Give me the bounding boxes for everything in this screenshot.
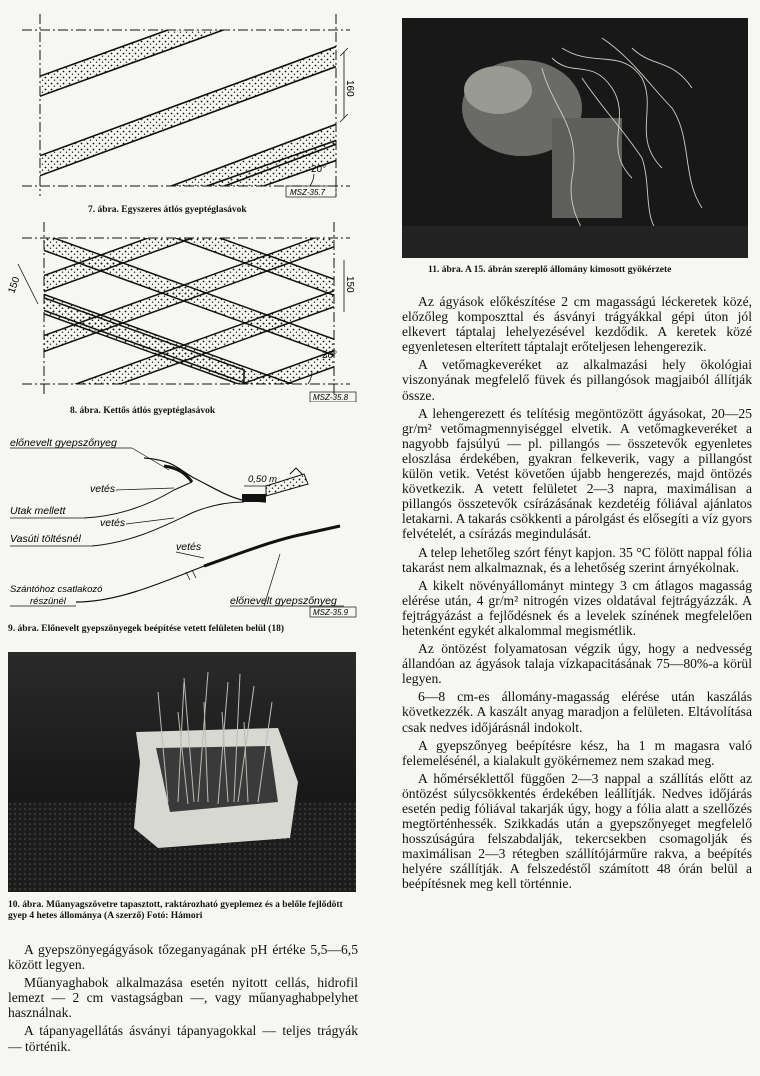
fig9-label-vetes3: vetés <box>176 541 202 553</box>
fig9-label-vetes1: vetés <box>90 483 116 495</box>
fig9-label-szanto2: részünél <box>30 596 66 607</box>
fig9-label-szanto1: Szántóhoz csatlakozó <box>10 584 103 595</box>
figure-8-caption: 8. ábra. Kettős átlós gyeptéglasávok <box>70 406 216 416</box>
paragraph: A tápanyagellátás ásványi tápanyagokkal — teljes trágyák — történik. <box>8 1023 358 1054</box>
fig8-angle: 20° <box>322 350 338 361</box>
paragraph: Az ágyások előkészítése 2 cm magasságú léckeretek közé, előzőleg komposzttal és ásványi trágyákkal gépi úton jól elkevert táptalaj lehelyezésével kezdődik. A keretek közé egyenletesen elterített táptalajt erőteljesen lehengerezik. <box>402 294 752 355</box>
fig7-code: MSZ-35.7 <box>290 188 326 197</box>
figure-10-caption: 10. ábra. Műanyagszövetre tapasztott, raktározható gyeplemez és a belőle fejlődött gyep 4 hetes állománya (A szerző) Fotó: Hámori <box>8 900 343 921</box>
figure-8-diagram <box>4 220 360 402</box>
figure-9-diagram <box>4 430 360 620</box>
fig9-label-vetes2: vetés <box>100 517 126 529</box>
fig8-code: MSZ-35.8 <box>313 393 349 402</box>
fig7-angle: 20° <box>311 164 327 175</box>
paragraph: A kikelt növényállományt mintegy 3 cm átlagos magasság elérése után, 4 gr/m² nitrogén vizes oldatával fejtrágyázzák. A fejtrágyázást a fejlődésnek és a levelek színének megfelelően hetenként egykét alkalommal megismétlik. <box>402 577 752 638</box>
figure-7-diagram <box>14 10 360 200</box>
fig9-label-bottom: előnevelt gyepszőnyeg <box>230 595 337 607</box>
fig8-dim-left: 150 <box>6 275 23 296</box>
fig9-label-utak: Utak mellett <box>10 505 66 517</box>
figure-9-caption: 9. ábra. Előnevelt gyepszönyegek beépítése vetett felületen belül (18) <box>8 624 284 634</box>
left-column-text <box>8 942 358 1057</box>
fig9-code: MSZ-35.9 <box>313 608 349 617</box>
paragraph: Műanyaghabok alkalmazása esetén nyitott cellás, hidrofil lemezt — 2 cm vastagságban —, vagy műanyaghabpelyhet használnak. <box>8 975 358 1021</box>
grass-strip <box>14 40 354 200</box>
fig8-dim-right: 150 <box>344 276 355 293</box>
figure-11-photo <box>402 18 748 258</box>
figure-7-caption: 7. ábra. Egyszeres átlós gyeptéglasávok <box>88 205 247 215</box>
paragraph: A hőmérséklettől függően 2—3 nappal a szállítás előtt az öntözést súlycsökkentés érdekében leállítják. Nedves időjárás esetén pedig fóliával takarják úgy, hogy a fólia alatt a szellőzés megtörténhessék. Szikkadás után a gyepszőnyeget megfelelő hosszúságúra felszabdalják, tekercsekben csomagolják és maximálisan 2—3 rétegben szállítójárműre rakva, a beépítés helyére szállítják. A felszedéstől számított 48 órán belül a beépítésnek meg kell történnie. <box>402 770 752 892</box>
figure-10-photo <box>8 652 356 892</box>
fig9-label-vasuti: Vasúti töltésnél <box>10 533 81 545</box>
paragraph: A gyepszönyegágyások tőzeganyagának pH értéke 5,5—6,5 között legyen. <box>8 942 358 973</box>
fig9-label-050: 0,50 m <box>248 474 278 485</box>
figure-11-caption: 11. ábra. A 15. ábrán szereplő állomány kimosott gyökérzete <box>428 265 672 275</box>
fig9-label-top: előnevelt gyepszőnyeg <box>10 437 117 449</box>
paragraph: A telep lehetőleg szórt fényt kapjon. 35 °C fölött nappal fólia takarást nem alkalmaznak, és a lehetőség szerint árnyékolnak. <box>402 544 752 575</box>
paragraph: A vetőmagkeveréket az alkalmazási hely ökológiai viszonyának megfelelő füvek és pillangósok magjaiból állítják össze. <box>402 357 752 403</box>
paragraph: 6—8 cm-es állomány-magasság elérése után kaszálás következzék. A kaszált anyag maradjon a felületen. Eltávolítása csak nedves időjárásnál indokolt. <box>402 689 752 735</box>
paragraph: A gyepszőnyeg beépítésre kész, ha 1 m magasra való felemelésénél, a kialakult gyökérnemez nem szakad meg. <box>402 737 752 768</box>
paragraph: A lehengerezett és telítésig megöntözött ágyásokat, 20—25 gr/m² vetőmagmennyiséggel elvetik. A vetőmagkeveréket a nagyobb fajsúlyú — pl. pillangós — összetevők egyenletes eloszlása érdekében, gyakran felkeverik, vagy a pillangóst külön vetik. Vetést követően újabb hengerezés, majd öntözés következik. A vetett felületet 2—3 napra, maximálisan a pillangós összetevők csírázásának kezdetéig fóliával ajánlatos letakarni. A takarás csökkenti a párolgást és elősegíti a víz gyors felvételét, a csírázás megindulását. <box>402 405 752 542</box>
paragraph: Az öntözést folyamatosan végzik úgy, hogy a nedvesség állandóan az ágyások talaja vízkapacitásának 75—80%-a körül legyen. <box>402 641 752 687</box>
fig7-dim: 160 <box>344 80 355 97</box>
right-column-text <box>402 294 752 895</box>
